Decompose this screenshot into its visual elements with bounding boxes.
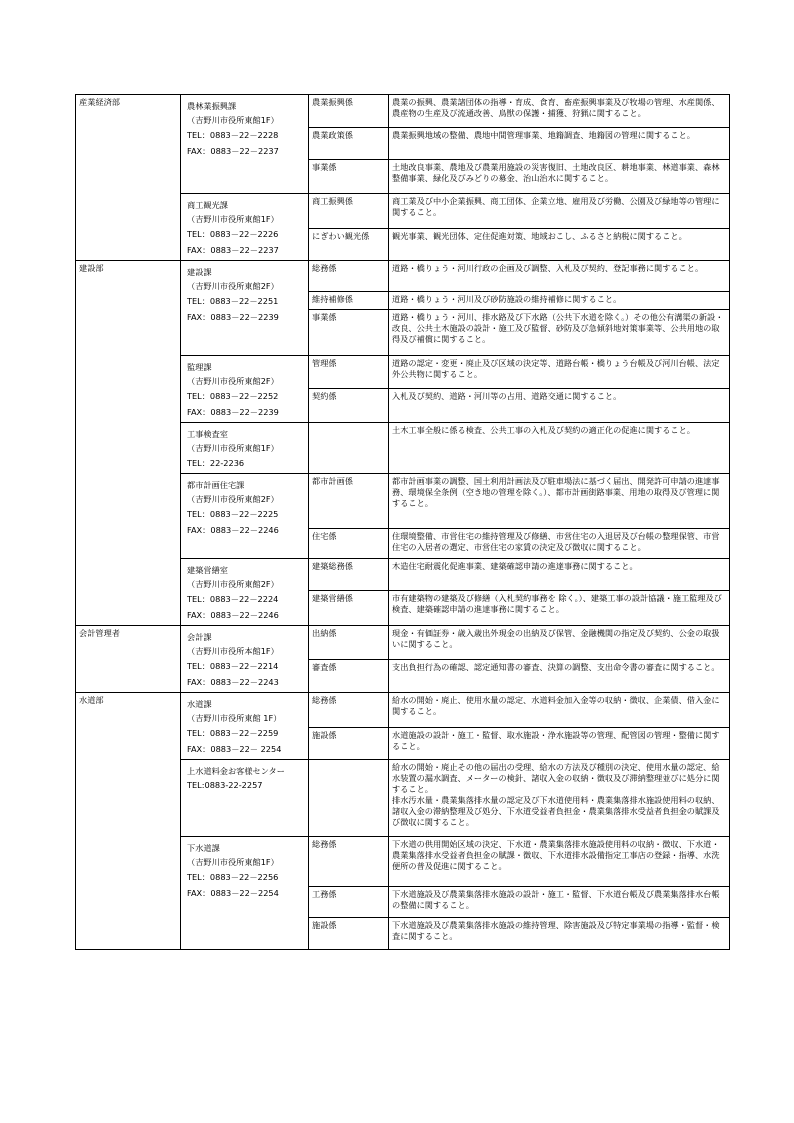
- division-contact: FAX：0883－22－ 2254: [187, 744, 282, 754]
- duties-cell: 給水の開始・廃止、使用水量の認定、水道料金加入金等の収納・徴収、企業債、借入金に関すること。: [389, 693, 730, 728]
- division-contact: TEL：0883－22－2251: [187, 296, 279, 306]
- division-name: 工事検査室: [187, 429, 228, 439]
- division-contact: TEL：0883－22－2259: [187, 728, 279, 738]
- division-name: 上水道料金お客様センター: [187, 766, 285, 776]
- section-cell: 事業係: [309, 310, 389, 356]
- division-name: 建設課: [187, 267, 212, 277]
- duties-cell: 木造住宅耐震化促進事業、建築確認申請の進達事務に関すること。: [389, 559, 730, 591]
- section-cell: 都市計画係: [309, 474, 389, 529]
- table-row: [76, 95, 730, 128]
- division-cell: [181, 559, 309, 626]
- section-cell: 施設係: [309, 918, 389, 950]
- division-contact: （吉野川市役所東館2F）: [187, 579, 279, 589]
- division-contact: （吉野川市役所東館 1F）: [187, 713, 282, 723]
- division-name: 水道課: [187, 699, 212, 709]
- duties-cell: 道路・橋りょう・河川及び砂防施設の維持補修に関すること。: [389, 292, 730, 310]
- duties-cell: 道路・橋りょう・河川、排水路及び下水路（公共下水道を除く。）その他公有溝渠の新設・改良、公共土木施設の設計・施工及び監督、砂防及び急傾斜地対策事業等、公共用地の取得及び補償に関すること。: [389, 310, 730, 356]
- division-name: 会計課: [187, 632, 212, 642]
- section-cell: [309, 760, 389, 837]
- division-contact: （吉野川市役所東館2F）: [187, 376, 279, 386]
- section-cell: 施設係: [309, 727, 389, 759]
- division-contact: （吉野川市役所東館1F）: [187, 857, 279, 867]
- division-contact: （吉野川市役所東館1F）: [187, 115, 279, 125]
- division-contact: TEL：0883－22－2226: [187, 229, 279, 239]
- division-contact: FAX：0883－22－2246: [187, 610, 279, 620]
- section-cell: にぎわい観光係: [309, 228, 389, 260]
- division-cell: [181, 356, 309, 423]
- section-cell: 農業振興係: [309, 95, 389, 128]
- division-contact: TEL：0883－22－2224: [187, 594, 279, 604]
- division-contact: TEL:0883-22-2257: [187, 780, 263, 790]
- division-cell: [181, 423, 309, 474]
- duties-cell: 道路の認定・変更・廃止及び区域の決定等、道路台帳・橋りょう台帳及び河川台帳、法定外公共物に関すること。: [389, 356, 730, 389]
- division-contact: TEL：0883－22－2228: [187, 130, 279, 140]
- section-cell: 建築総務係: [309, 559, 389, 591]
- division-contact: FAX：0883－22－2243: [187, 677, 279, 687]
- division-name: 下水道課: [187, 843, 220, 853]
- division-name: 都市計画住宅課: [187, 480, 245, 490]
- division-cell: [181, 693, 309, 760]
- division-contact: （吉野川市役所東館2F）: [187, 494, 279, 504]
- division-cell: [181, 760, 309, 837]
- department-cell: 建設部: [76, 261, 181, 626]
- duties-cell: 入札及び契約、道路・河川等の占用、道路交通に関すること。: [389, 389, 730, 423]
- division-contact: （吉野川市役所本館1F）: [187, 646, 279, 656]
- division-cell: [181, 261, 309, 356]
- duties-cell: 観光事業、観光団体、定住促進対策、地域おこし、ふるさと納税に関すること。: [389, 228, 730, 260]
- duties-cell: 現金・有価証券・歳入歳出外現金の出納及び保管、金融機関の指定及び契約、公金の取扱いに関すること。: [389, 626, 730, 660]
- division-name: 商工観光課: [187, 200, 228, 210]
- division-name: 監理課: [187, 362, 212, 372]
- division-contact: FAX：0883－22－2237: [187, 146, 279, 156]
- section-cell: 出納係: [309, 626, 389, 660]
- section-cell: 事業係: [309, 160, 389, 194]
- division-name: 建築営繕室: [187, 565, 228, 575]
- duties-cell: 下水道施設及び農業集落排水施設の維持管理、除害施設及び特定事業場の指導・監督・検査に関すること。: [389, 918, 730, 950]
- section-cell: 工務係: [309, 887, 389, 918]
- section-cell: 住宅係: [309, 529, 389, 559]
- division-contact: （吉野川市役所東館2F）: [187, 281, 279, 291]
- section-cell: 管理係: [309, 356, 389, 389]
- table-row: [76, 261, 730, 292]
- section-cell: 農業政策係: [309, 128, 389, 160]
- duties-cell: 農業の振興、農業諸団体の指導・育成、食育、畜産振興事業及び牧場の管理、水産関係、農産物の生産及び流通改善、鳥獣の保護・捕獲、狩猟に関すること。: [389, 95, 730, 128]
- section-cell: [309, 423, 389, 474]
- division-cell: [181, 837, 309, 950]
- division-contact: FAX：0883－22－2239: [187, 407, 279, 417]
- organization-table: [75, 94, 730, 950]
- division-contact: FAX：0883－22－2246: [187, 525, 279, 535]
- duties-cell: 住環境整備、市営住宅の維持管理及び修繕、市営住宅の入退居及び台帳の整理保管、市営住宅の入居者の選定、市営住宅の家賃の決定及び徴収に関すること。: [389, 529, 730, 559]
- division-cell: [181, 95, 309, 194]
- department-cell: 水道部: [76, 693, 181, 950]
- division-contact: （吉野川市役所東館1F）: [187, 443, 279, 453]
- duties-cell: 下水道施設及び農業集落排水施設の設計・施工・監督、下水道台帳及び農業集落排水台帳の整備に関すること。: [389, 887, 730, 918]
- table-row: [76, 626, 730, 660]
- division-contact: FAX：0883－22－2237: [187, 245, 279, 255]
- duties-cell: 農業振興地域の整備、農地中間管理事業、地籍調査、地籍図の管理に関すること。: [389, 128, 730, 160]
- division-cell: [181, 194, 309, 261]
- section-cell: 建築営繕係: [309, 591, 389, 626]
- section-cell: 総務係: [309, 693, 389, 728]
- section-cell: 総務係: [309, 837, 389, 887]
- section-cell: 総務係: [309, 261, 389, 292]
- division-contact: TEL：0883－22－2256: [187, 872, 279, 882]
- duties-cell: 都市計画事業の調整、国土利用計画法及び駐車場法に基づく届出、開発許可申請の進達事務、環境保全条例（空き地の管理を除く。）、都市計画街路事業、用地の取得及び管理に関すること。: [389, 474, 730, 529]
- division-contact: FAX：0883－22－2254: [187, 888, 279, 898]
- division-contact: TEL：0883－22－2225: [187, 509, 279, 519]
- duties-cell: 市有建築物の建築及び修繕（入札契約事務を 除く。）、建築工事の設計協議・施工監理及び検査、建築確認申請の進達事務に関すること。: [389, 591, 730, 626]
- duties-cell: 給水の開始・廃止その他の届出の受理、給水の方法及び種別の決定、使用水量の認定、給水装置の漏水調査、メーターの検針、諸収入金の収納・徴収及び滞納整理並びに処分に関すること。 排水汚水量・農業集落排水量の認定及び下水道使用料・農業集落排水施設使用料の収納、諸収入金の滞納整理及び処分、下水道受益者負担金・農業集落排水受益者負担金の賦課及び徴収に関すること。: [389, 760, 730, 837]
- division-name: 農林業振興課: [187, 101, 237, 111]
- section-cell: 商工振興係: [309, 194, 389, 229]
- table-row: [76, 693, 730, 728]
- department-cell: 産業経済部: [76, 95, 181, 261]
- section-cell: 審査係: [309, 659, 389, 693]
- division-cell: [181, 474, 309, 559]
- division-contact: （吉野川市役所東館1F）: [187, 214, 279, 224]
- division-cell: [181, 626, 309, 693]
- duties-cell: 道路・橋りょう・河川行政の企画及び調整、入札及び契約、登記事務に関すること。: [389, 261, 730, 292]
- duties-cell: 下水道の供用開始区域の決定、下水道・農業集落排水施設使用料の収納・徴収、下水道・農業集落排水受益者負担金の賦課・徴収、下水道排水設備指定工事店の登録・指導、水洗便所の普及促進に関すること。: [389, 837, 730, 887]
- division-contact: TEL：22-2236: [187, 458, 245, 468]
- division-contact: TEL：0883－22－2252: [187, 391, 279, 401]
- duties-cell: 支出負担行為の確認、認定通知書の審査、決算の調整、支出命令書の審査に関すること。: [389, 659, 730, 693]
- division-contact: FAX：0883－22－2239: [187, 312, 279, 322]
- duties-cell: 土木工事全般に係る検査、公共工事の入札及び契約の適正化の促進に関すること。: [389, 423, 730, 474]
- section-cell: 維持補修係: [309, 292, 389, 310]
- section-cell: 契約係: [309, 389, 389, 423]
- duties-cell: 土地改良事業、農地及び農業用施設の災害復旧、土地改良区、耕地事業、林道事業、森林整備事業、緑化及びみどりの募金、治山治水に関すること。: [389, 160, 730, 194]
- duties-cell: 商工業及び中小企業振興、商工団体、企業立地、雇用及び労働、公園及び緑地等の管理に関すること。: [389, 194, 730, 229]
- department-cell: 会計管理者: [76, 626, 181, 693]
- division-contact: TEL：0883－22－2214: [187, 661, 279, 671]
- duties-cell: 水道施設の設計・施工・監督、取水施設・浄水施設等の管理、配管図の管理・整備に関すること。: [389, 727, 730, 759]
